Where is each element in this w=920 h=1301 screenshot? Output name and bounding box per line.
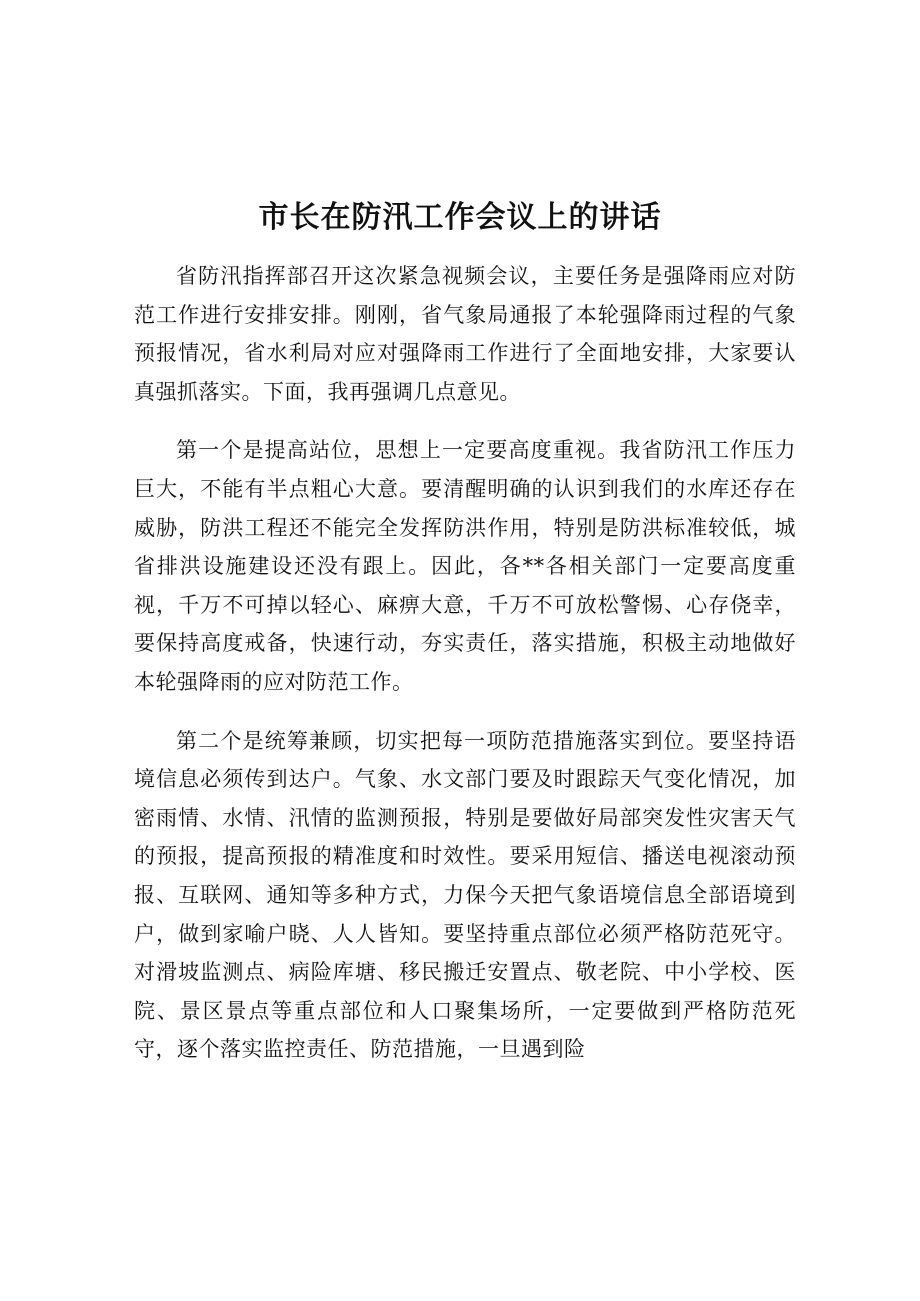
paragraph-intro: 省防汛指挥部召开这次紧急视频会议，主要任务是强降雨应对防范工作进行安排安排。刚刚，省气象局通报了本轮强降雨过程的气象预报情况，省水利局对应对强降雨工作进行了全面地安排，大家要认真强抓落实。下面，我再强调几点意见。 [134, 264, 796, 404]
document-title: 市长在防汛工作会议上的讲话 [258, 200, 662, 235]
paragraph-point-one: 第一个是提高站位，思想上一定要高度重视。我省防汛工作压力巨大，不能有半点粗心大意。要清醒明确的认识到我们的水库还存在威胁，防洪工程还不能完全发挥防洪作用，特别是防洪标准较低，城省排洪设施建设还没有跟上。因此，各**各相关部门一定要高度重视，千万不可掉以轻心、麻痹大意，千万不可放松警惕、心存侥幸，要保持高度戒备，快速行动，夯实责任，落实措施，积极主动地做好本轮强降雨的应对防范工作。 [134, 438, 796, 694]
document-body [134, 257, 796, 1089]
paragraph-point-two: 第二个是统筹兼顾，切实把每一项防范措施落实到位。要坚持语境信息必须传到达户。气象、水文部门要及时跟踪天气变化情况，加密雨情、水情、汛情的监测预报，特别是要做好局部突发性灾害天气的预报，提高预报的精准度和时效性。要采用短信、播送电视滚动预报、互联网、通知等多种方式，力保今天把气象语境信息全部语境到户，做到家喻户晓、人人皆知。要坚持重点部位必须严格防范死守。对滑坡监测点、病险库塘、移民搬迁安置点、敬老院、中小学校、医院、景区景点等重点部位和人口聚集场所，一定要做到严格防范死守，逐个落实监控责任、防范措施，一旦遇到险 [134, 728, 796, 1062]
